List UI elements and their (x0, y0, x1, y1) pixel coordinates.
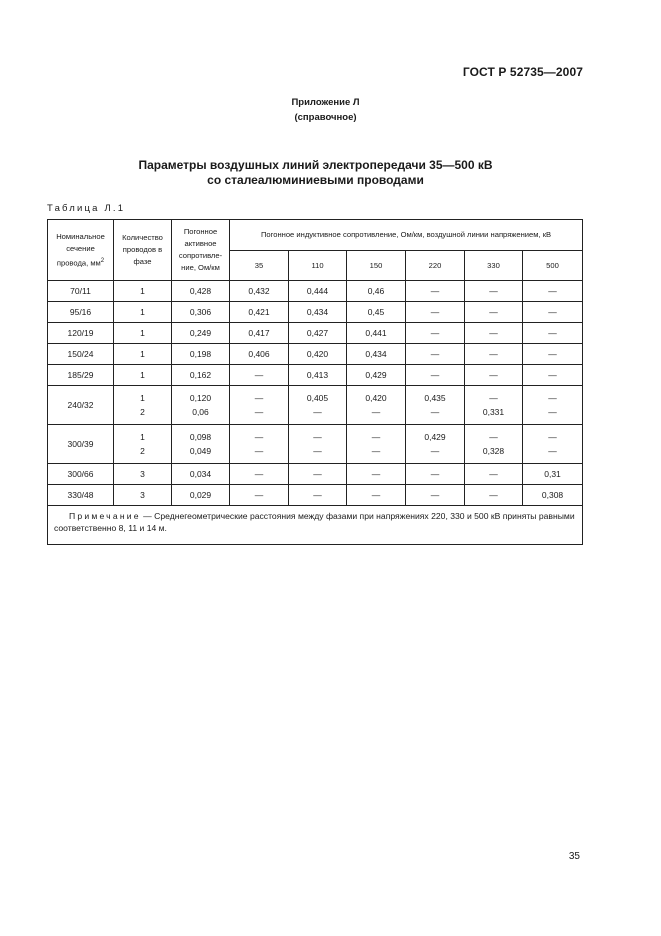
cell-reactance: — (523, 344, 583, 365)
cell-reactance: 0,420 (289, 344, 347, 365)
header-section: Номинальное сечение провода, $мм^2$ (48, 220, 114, 281)
cell-resistance: 0,249 (172, 323, 230, 344)
note-label: Примечание (69, 511, 141, 521)
cell-section: 150/24 (48, 344, 114, 365)
cell-resistance: 0,120 (172, 386, 230, 406)
table-row (48, 344, 583, 365)
cell-reactance: 0,444 (289, 281, 347, 302)
page-number: 35 (568, 851, 580, 862)
cell-reactance: — (230, 405, 289, 425)
cell-reactance: — (465, 464, 523, 485)
cell-resistance: 0,428 (172, 281, 230, 302)
cell-reactance: — (289, 485, 347, 506)
cell-reactance: — (406, 281, 465, 302)
cell-reactance: — (347, 444, 406, 464)
cell-section: 120/19 (48, 323, 114, 344)
cell-wires: 1 (114, 344, 172, 365)
table-row (48, 425, 583, 445)
appendix-heading (0, 95, 661, 125)
page-title (0, 158, 661, 188)
cell-reactance: — (406, 323, 465, 344)
cell-wires: 1 (114, 302, 172, 323)
cell-reactance: 0,429 (347, 365, 406, 386)
header-voltage: 110 (289, 251, 347, 281)
cell-wires: 2 (114, 444, 172, 464)
cell-reactance: — (289, 405, 347, 425)
cell-reactance: 0,31 (523, 464, 583, 485)
cell-reactance: 0,308 (523, 485, 583, 506)
appendix-type: (справочное) (294, 112, 357, 123)
cell-section: 330/48 (48, 485, 114, 506)
cell-resistance: 0,049 (172, 444, 230, 464)
cell-reactance: — (289, 464, 347, 485)
cell-resistance: 0,098 (172, 425, 230, 445)
cell-reactance: — (523, 405, 583, 425)
table-row (48, 485, 583, 506)
cell-wires: 2 (114, 405, 172, 425)
cell-reactance: 0,421 (230, 302, 289, 323)
cell-wires: 3 (114, 464, 172, 485)
cell-resistance: 0,162 (172, 365, 230, 386)
cell-reactance: — (230, 386, 289, 406)
header-voltage: 500 (523, 251, 583, 281)
table-row (48, 405, 583, 425)
cell-reactance: — (465, 302, 523, 323)
cell-reactance: — (523, 386, 583, 406)
cell-reactance: — (347, 485, 406, 506)
table-row (48, 281, 583, 302)
cell-reactance: — (523, 281, 583, 302)
cell-reactance: — (465, 365, 523, 386)
cell-reactance: 0,435 (406, 386, 465, 406)
cell-reactance: — (465, 386, 523, 406)
cell-reactance: 0,441 (347, 323, 406, 344)
cell-reactance: — (523, 323, 583, 344)
parameters-table (47, 219, 583, 545)
cell-section: 70/11 (48, 281, 114, 302)
cell-reactance: 0,413 (289, 365, 347, 386)
cell-wires: 3 (114, 485, 172, 506)
cell-reactance: — (406, 344, 465, 365)
cell-reactance: 0,432 (230, 281, 289, 302)
cell-wires: 1 (114, 386, 172, 406)
cell-reactance: — (289, 444, 347, 464)
cell-reactance: 0,417 (230, 323, 289, 344)
cell-reactance: — (406, 302, 465, 323)
cell-reactance: 0,427 (289, 323, 347, 344)
cell-wires: 1 (114, 323, 172, 344)
table-row (48, 386, 583, 406)
cell-reactance: — (465, 425, 523, 445)
cell-reactance: — (406, 444, 465, 464)
cell-reactance: 0,434 (347, 344, 406, 365)
cell-reactance: — (465, 344, 523, 365)
cell-wires: 1 (114, 281, 172, 302)
cell-reactance: — (523, 302, 583, 323)
header-voltage: 150 (347, 251, 406, 281)
header-resistance: Погонное активное сопротивле-ние, Ом/км (172, 220, 230, 281)
cell-reactance: — (347, 464, 406, 485)
document-code: ГОСТ Р 52735—2007 (462, 65, 583, 79)
cell-reactance: — (347, 405, 406, 425)
cell-reactance: — (230, 485, 289, 506)
table-row (48, 365, 583, 386)
cell-reactance: 0,405 (289, 386, 347, 406)
cell-reactance: — (406, 365, 465, 386)
table-note (48, 506, 583, 545)
cell-reactance: 0,328 (465, 444, 523, 464)
header-voltage: 220 (406, 251, 465, 281)
cell-reactance: — (230, 365, 289, 386)
cell-section: 95/16 (48, 302, 114, 323)
table-row (48, 464, 583, 485)
cell-reactance: 0,45 (347, 302, 406, 323)
cell-resistance: 0,029 (172, 485, 230, 506)
cell-section: 240/32 (48, 386, 114, 425)
title-line-1: Параметры воздушных линий электропередачи 35—500 кВ (138, 158, 493, 172)
table-row (48, 444, 583, 464)
cell-section: 300/39 (48, 425, 114, 464)
cell-wires: 1 (114, 425, 172, 445)
cell-section: 185/29 (48, 365, 114, 386)
table-caption: Таблица Л.1 (47, 203, 126, 214)
cell-reactance: — (406, 405, 465, 425)
cell-reactance: 0,331 (465, 405, 523, 425)
cell-reactance: — (465, 323, 523, 344)
cell-reactance: 0,429 (406, 425, 465, 445)
cell-reactance: — (406, 485, 465, 506)
cell-reactance: — (523, 444, 583, 464)
cell-section: 300/66 (48, 464, 114, 485)
cell-reactance: 0,46 (347, 281, 406, 302)
cell-reactance: — (289, 425, 347, 445)
cell-reactance: — (347, 425, 406, 445)
table-row (48, 323, 583, 344)
cell-reactance: — (465, 281, 523, 302)
cell-reactance: — (230, 425, 289, 445)
cell-reactance: 0,406 (230, 344, 289, 365)
cell-resistance: 0,06 (172, 405, 230, 425)
cell-resistance: 0,306 (172, 302, 230, 323)
cell-reactance: 0,434 (289, 302, 347, 323)
cell-reactance: — (230, 464, 289, 485)
note-text: — Среднегеометрические расстояния между фазами при напряжениях 220, 330 и 500 кВ приняты равными соответственно 8, 11 и 14 м. (54, 511, 575, 533)
cell-reactance: — (230, 444, 289, 464)
cell-reactance: — (523, 365, 583, 386)
cell-reactance: 0,420 (347, 386, 406, 406)
title-line-2: со сталеалюминиевыми проводами (207, 173, 424, 187)
cell-reactance: — (465, 485, 523, 506)
table-row (48, 302, 583, 323)
header-reactance: Погонное индуктивное сопротивление, Ом/км, воздушной линии напряжением, кВ (230, 220, 583, 251)
appendix-label: Приложение Л (291, 97, 360, 108)
cell-resistance: 0,034 (172, 464, 230, 485)
header-wires: Количество проводов в фазе (114, 220, 172, 281)
cell-resistance: 0,198 (172, 344, 230, 365)
cell-reactance: — (523, 425, 583, 445)
cell-wires: 1 (114, 365, 172, 386)
header-voltage: 35 (230, 251, 289, 281)
cell-reactance: — (406, 464, 465, 485)
header-voltage: 330 (465, 251, 523, 281)
